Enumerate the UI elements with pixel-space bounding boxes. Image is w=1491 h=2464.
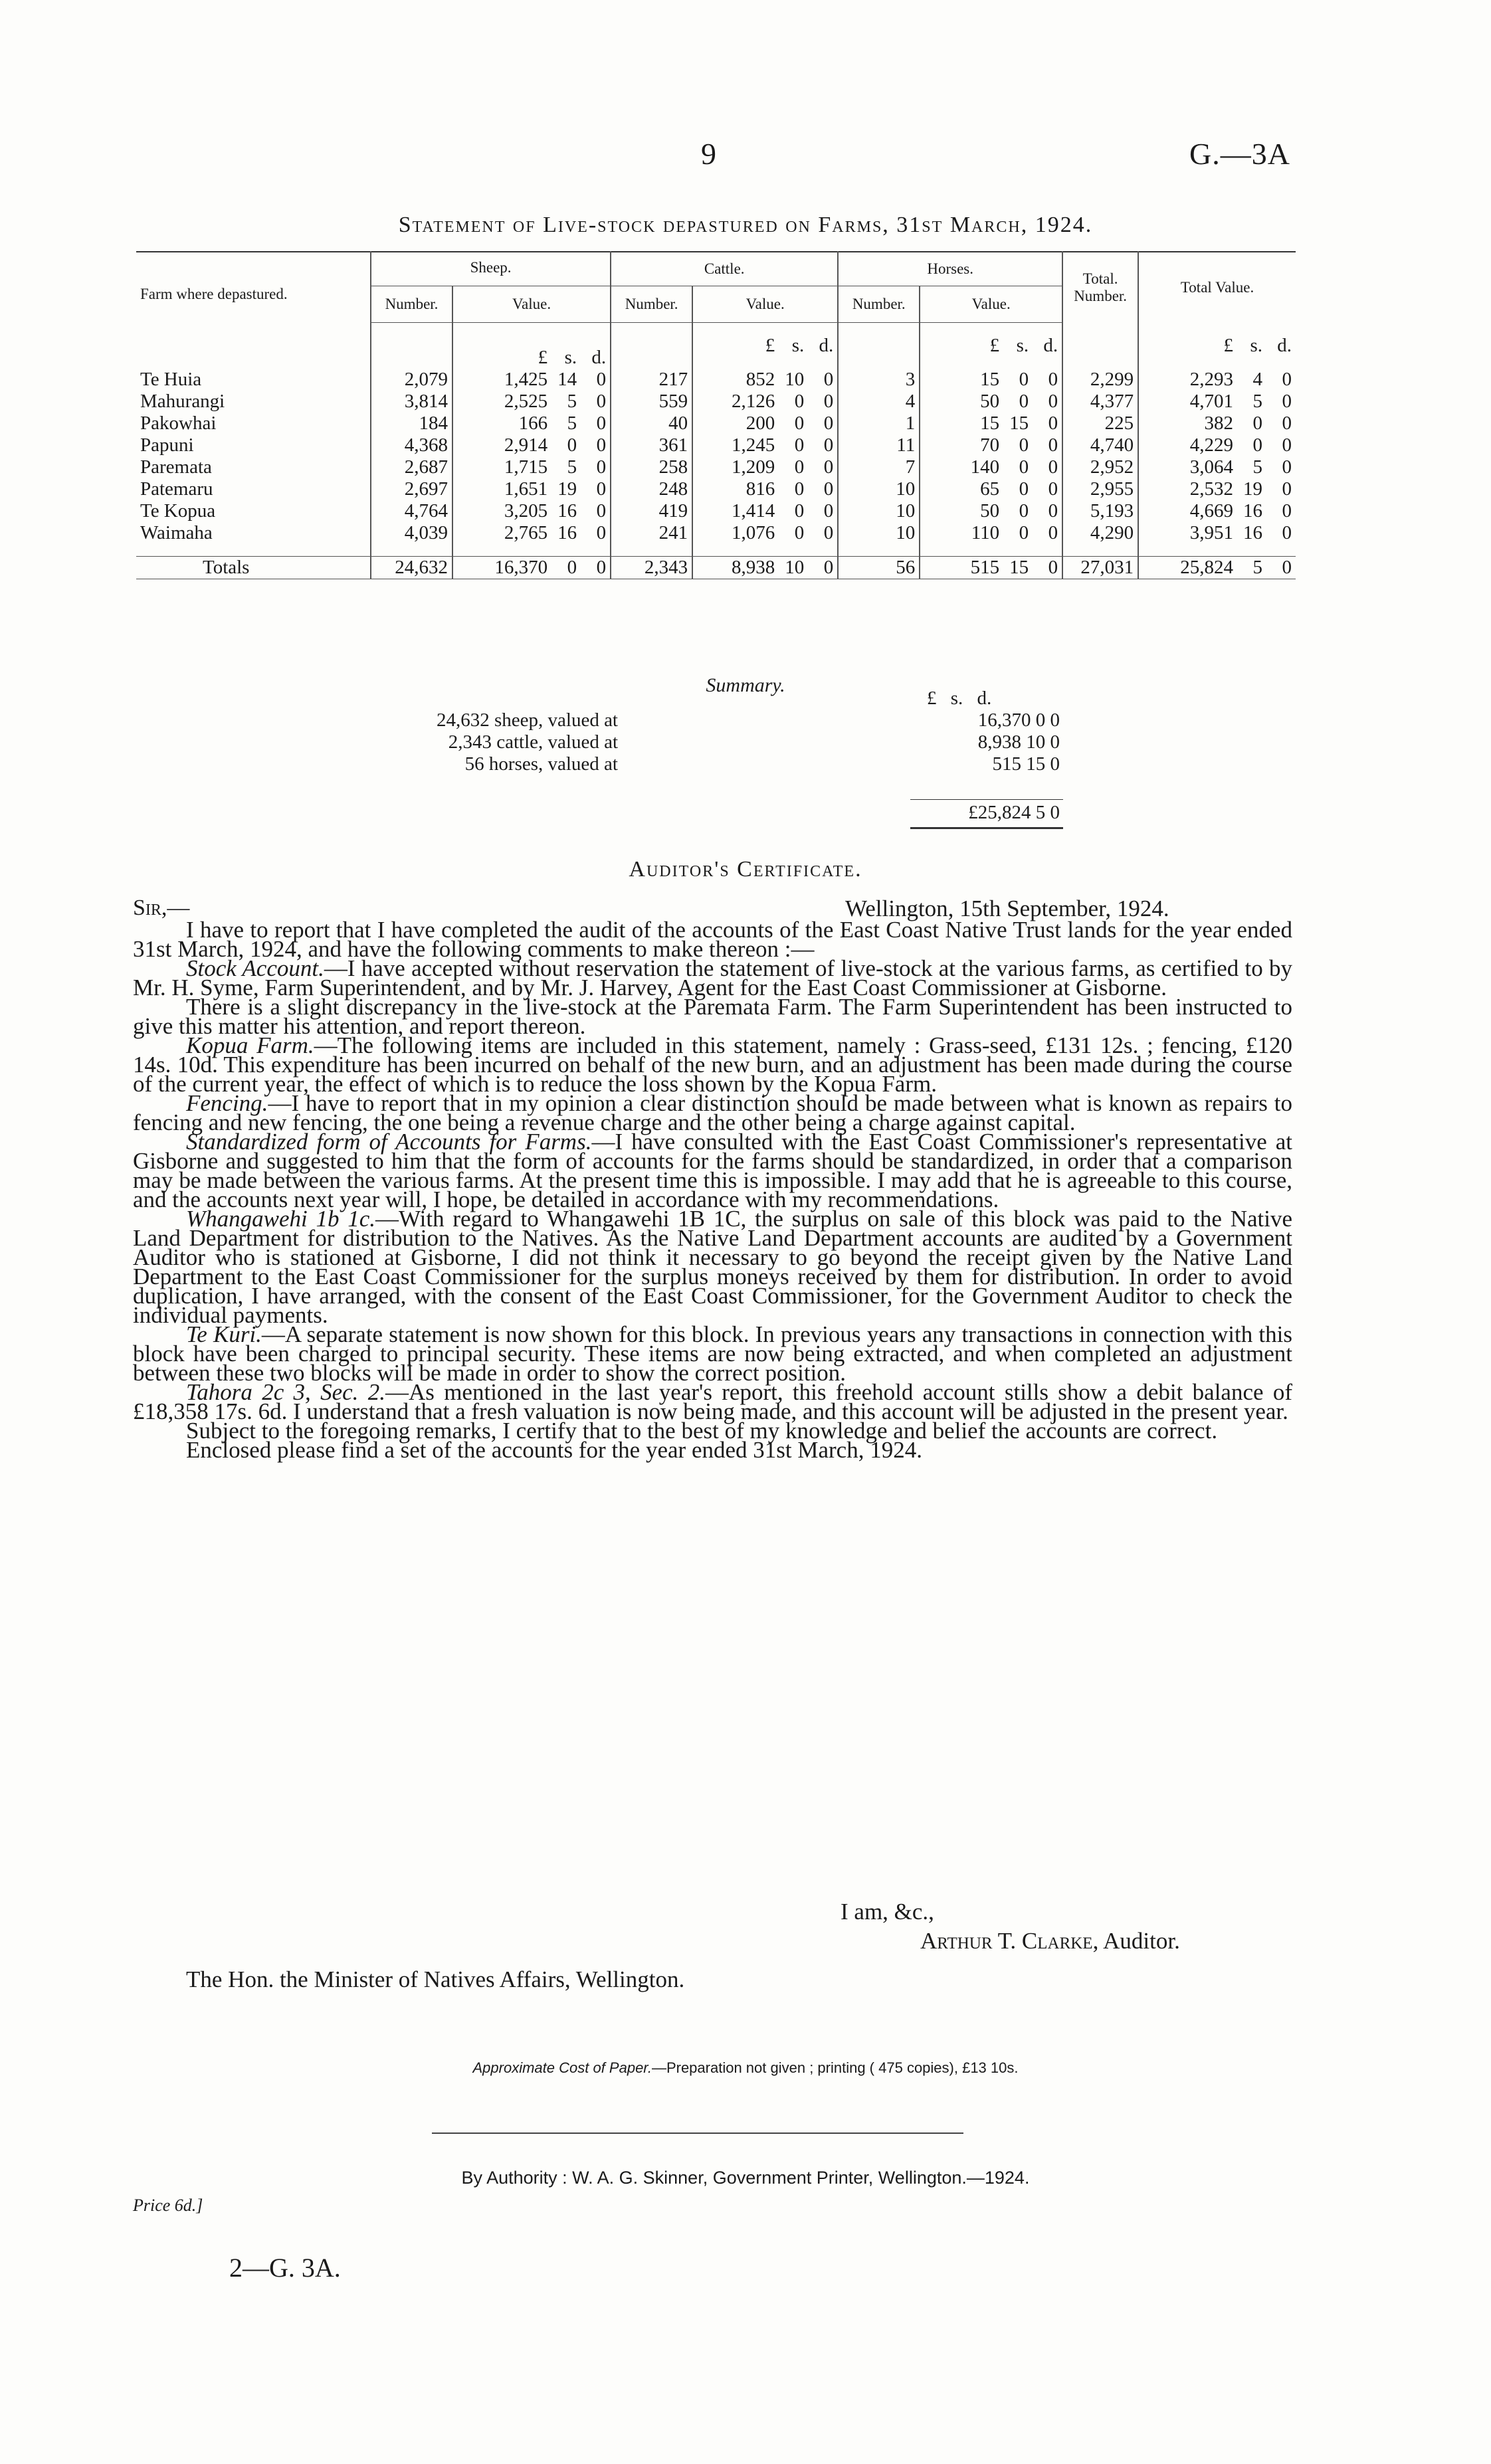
summary-line-value: 16,370 0 0 <box>977 710 1060 731</box>
totals-label: Totals <box>136 557 371 579</box>
horses-value: 70 0 0 <box>920 434 1062 456</box>
summary-line-value: 8,938 10 0 <box>977 731 1060 753</box>
total-value: 25,824 5 0 <box>1138 557 1296 579</box>
total-number: 2,952 <box>1062 456 1138 478</box>
sheep-number: 2,687 <box>371 456 452 478</box>
total-lsd-units: £ s. d. <box>1138 323 1296 369</box>
horses-value: 140 0 0 <box>920 456 1062 478</box>
table-row <box>136 522 1296 544</box>
total-value: 4,229 0 0 <box>1138 434 1296 456</box>
certificate-paragraph: Fencing.—I have to report that in my opinion a clear distinction should be made between what is known as repairs to fencing and new fencing, the one being a revenue charge and the other being a charge against capital. <box>133 1090 1292 1135</box>
sheep-number-header: Number. <box>371 286 452 323</box>
total-value: 4,701 5 0 <box>1138 391 1296 413</box>
statement-title: Statement of Live-stock depastured on Farms, 31st March, 1924. <box>398 213 1093 237</box>
sheep-value: 1,715 5 0 <box>452 456 611 478</box>
total-value: 3,951 16 0 <box>1138 522 1296 544</box>
cattle-lsd-units: £ s. d. <box>692 323 838 369</box>
signature-line <box>920 1928 1180 1954</box>
horses-number-header: Number. <box>838 286 920 323</box>
total-number: 4,377 <box>1062 391 1138 413</box>
horses-number: 4 <box>838 391 920 413</box>
horses-value: 65 0 0 <box>920 478 1062 500</box>
summary-line-label: 56 horses, valued at <box>464 753 618 775</box>
total-value: 2,293 4 0 <box>1138 369 1296 391</box>
horses-number: 1 <box>838 413 920 434</box>
cattle-value-header: Value. <box>692 286 838 323</box>
summary-line-label: 2,343 cattle, valued at <box>448 731 618 753</box>
salutation: Sir,— <box>133 896 190 920</box>
cattle-number: 217 <box>611 369 692 391</box>
total-value: 2,532 19 0 <box>1138 478 1296 500</box>
summary-double-rule <box>910 827 1063 829</box>
cattle-value: 1,245 0 0 <box>692 434 838 456</box>
place-date: Wellington, 15th September, 1924. <box>845 896 1169 921</box>
cattle-value: 1,076 0 0 <box>692 522 838 544</box>
farm-name: Pakowhai <box>140 413 217 434</box>
farm-name: Mahurangi <box>140 391 225 412</box>
horses-value-header: Value. <box>920 286 1062 323</box>
horses-number: 10 <box>838 522 920 544</box>
cattle-header: Cattle. <box>611 252 838 286</box>
horses-value: 50 0 0 <box>920 391 1062 413</box>
sheep-lsd-units: £ s. d. <box>452 323 611 369</box>
table-row <box>136 500 1296 522</box>
price: Price 6d.] <box>133 2196 203 2215</box>
cattle-number: 241 <box>611 522 692 544</box>
cattle-value: 1,209 0 0 <box>692 456 838 478</box>
cattle-number: 2,343 <box>611 557 692 579</box>
certificate-paragraph: Whangawehi 1b 1c.—With regard to Whangawehi 1B 1C, the surplus on sale of this block was paid to the Native Land Department for distribution to the Natives. As the Native Land Department accounts are audited by a Government Auditor who is stationed at Gisborne, I did not think it necessary to go beyond the receipt given by the Native Land Department to the East Coast Commissioner for the surplus moneys received by them for distribution. In order to avoid duplication, I have arranged, with the consent of the East Coast Commissioner, for the Government Auditor to check the individual payments. <box>133 1206 1293 1328</box>
summary-line-label: 24,632 sheep, valued at <box>436 710 618 731</box>
sheep-number: 4,039 <box>371 522 452 544</box>
certificate-paragraph: Enclosed please find a set of the accounts for the year ended 31st March, 1924. <box>186 1437 922 1463</box>
printer-authority: By Authority : W. A. G. Skinner, Government Printer, Wellington.—1924. <box>461 2168 1030 2188</box>
summary-line-value: 515 15 0 <box>992 753 1060 775</box>
total-number-header: Total. Number. <box>1062 252 1138 323</box>
cattle-number: 559 <box>611 391 692 413</box>
cost-label: Approximate Cost of Paper. <box>472 2059 652 2076</box>
table-row <box>136 478 1296 500</box>
cattle-number: 419 <box>611 500 692 522</box>
sheep-number: 2,697 <box>371 478 452 500</box>
horses-lsd-units: £ s. d. <box>920 323 1062 369</box>
sheep-value: 2,914 0 0 <box>452 434 611 456</box>
horses-number: 56 <box>838 557 920 579</box>
sheep-value: 16,370 0 0 <box>452 557 611 579</box>
total-value-header: Total Value. <box>1138 252 1296 323</box>
cost-text: —Preparation not given ; printing ( 475 copies), £13 10s. <box>651 2059 1019 2076</box>
signatory-role: , Auditor. <box>1092 1928 1180 1954</box>
horses-value: 15 15 0 <box>920 413 1062 434</box>
sheep-number: 4,368 <box>371 434 452 456</box>
summary-heading: Summary. <box>706 674 785 696</box>
cattle-value: 816 0 0 <box>692 478 838 500</box>
total-number: 2,299 <box>1062 369 1138 391</box>
total-number: 5,193 <box>1062 500 1138 522</box>
table-row <box>136 456 1296 478</box>
horses-number: 3 <box>838 369 920 391</box>
sheep-value: 1,651 19 0 <box>452 478 611 500</box>
summary-units: £ s. d. <box>927 688 992 709</box>
sheep-value: 2,765 16 0 <box>452 522 611 544</box>
sheep-value: 3,205 16 0 <box>452 500 611 522</box>
certificate-paragraph: Te Kuri.—A separate statement is now shown for this block. In previous years any transactions in connection with this block have been charged to principal security. These items are now being extracted, and when completed an adjustment between these two blocks will be made in order to show the correct position. <box>133 1321 1292 1386</box>
farm-name: Te Huia <box>140 369 202 390</box>
table-row <box>136 413 1296 434</box>
horses-value: 515 15 0 <box>920 557 1062 579</box>
addressee: The Hon. the Minister of Natives Affairs, Wellington. <box>186 1966 685 1992</box>
total-value: 382 0 0 <box>1138 413 1296 434</box>
horses-number: 7 <box>838 456 920 478</box>
cattle-number: 248 <box>611 478 692 500</box>
cattle-number: 361 <box>611 434 692 456</box>
cattle-number: 258 <box>611 456 692 478</box>
cattle-number-header: Number. <box>611 286 692 323</box>
horses-header: Horses. <box>838 252 1062 286</box>
summary-total: £25,824 5 0 <box>968 802 1060 823</box>
total-number: 4,740 <box>1062 434 1138 456</box>
certificate-paragraph: Standardized form of Accounts for Farms.—I have consulted with the East Coast Commissioner's representative at Gisborne and suggested to him that the form of accounts for the farms should be standardized, in order that a comparison may be made between the various farms. At the present time this is impossible. I may add that he is agreeable to this course, and the accounts next year will, I hope, be detailed in accordance with my recommendations. <box>133 1129 1292 1212</box>
horses-value: 110 0 0 <box>920 522 1062 544</box>
sheep-value-header: Value. <box>452 286 611 323</box>
horses-value: 15 0 0 <box>920 369 1062 391</box>
sheep-number: 184 <box>371 413 452 434</box>
total-number: 4,290 <box>1062 522 1138 544</box>
sheep-number: 2,079 <box>371 369 452 391</box>
farm-name: Patemaru <box>140 478 213 500</box>
farm-name: Paremata <box>140 456 212 478</box>
farm-name: Te Kopua <box>140 500 216 521</box>
table-row <box>136 434 1296 456</box>
livestock-table <box>136 251 1296 579</box>
certificate-paragraph: I have to report that I have completed the audit of the accounts of the East Coast Native Trust lands for the year ended 31st March, 1924, and have the following comments to make thereon :— <box>133 917 1292 962</box>
certificate-paragraph: Stock Account.—I have accepted without reservation the statement of live-stock at the various farms, as certified to by Mr. H. Syme, Farm Superintendent, and by Mr. J. Harvey, Agent for the East Coast Commissioner at Gisborne. <box>133 955 1292 1000</box>
horses-number: 10 <box>838 500 920 522</box>
sheet-number: 2—G. 3A. <box>229 2253 341 2283</box>
certificate-paragraph: Subject to the foregoing remarks, I certify that to the best of my knowledge and belief the accounts are correct. <box>186 1418 1218 1444</box>
sheep-number: 24,632 <box>371 557 452 579</box>
document-reference: G.—3A <box>1189 137 1290 171</box>
sheep-value: 1,425 14 0 <box>452 369 611 391</box>
cattle-value: 8,938 10 0 <box>692 557 838 579</box>
cattle-value: 852 10 0 <box>692 369 838 391</box>
total-value: 3,064 5 0 <box>1138 456 1296 478</box>
sheep-number: 3,814 <box>371 391 452 413</box>
totals-row <box>136 557 1296 579</box>
cattle-value: 200 0 0 <box>692 413 838 434</box>
farm-name: Waimaha <box>140 522 213 543</box>
closing: I am, &c., <box>841 1899 934 1925</box>
cost-note <box>0 2059 1491 2077</box>
horses-number: 11 <box>838 434 920 456</box>
sheep-number: 4,764 <box>371 500 452 522</box>
sheep-value: 166 5 0 <box>452 413 611 434</box>
certificate-paragraph: There is a slight discrepancy in the live-stock at the Paremata Farm. The Farm Superintendent has been instructed to give this matter his attention, and report thereon. <box>133 994 1292 1039</box>
certificate-paragraph: Tahora 2c 3, Sec. 2.—As mentioned in the last year's report, this freehold account stills show a debit balance of £18,358 17s. 6d. I understand that a fresh valuation is now being made, and this account will be adjusted in the present year. <box>133 1379 1292 1424</box>
table-row <box>136 369 1296 391</box>
total-value: 4,669 16 0 <box>1138 500 1296 522</box>
total-number: 225 <box>1062 413 1138 434</box>
certificate-body <box>133 917 1293 1463</box>
farm-name: Papuni <box>140 434 194 456</box>
page-number: 9 <box>701 137 716 171</box>
summary-rule <box>910 799 1063 800</box>
total-number: 2,955 <box>1062 478 1138 500</box>
horses-value: 50 0 0 <box>920 500 1062 522</box>
sheep-header: Sheep. <box>371 252 611 286</box>
table-row <box>136 391 1296 413</box>
certificate-title: Auditor's Certificate. <box>629 857 862 882</box>
sheep-value: 2,525 5 0 <box>452 391 611 413</box>
cattle-number: 40 <box>611 413 692 434</box>
signatory: Arthur T. Clarke <box>920 1928 1093 1954</box>
horses-number: 10 <box>838 478 920 500</box>
farm-header: Farm where depastured. <box>140 285 288 302</box>
cattle-value: 1,414 0 0 <box>692 500 838 522</box>
cattle-value: 2,126 0 0 <box>692 391 838 413</box>
certificate-paragraph: Kopua Farm.—The following items are included in this statement, namely : Grass-seed, £131 12s. ; fencing, £120 14s. 10d. This expenditure has been incurred on behalf of the new burn, and an adjustment has been made during the course of the current year, the effect of which is to reduce the loss shown by the Kopua Farm. <box>133 1032 1292 1097</box>
authority-rule <box>432 2132 963 2134</box>
total-number: 27,031 <box>1062 557 1138 579</box>
